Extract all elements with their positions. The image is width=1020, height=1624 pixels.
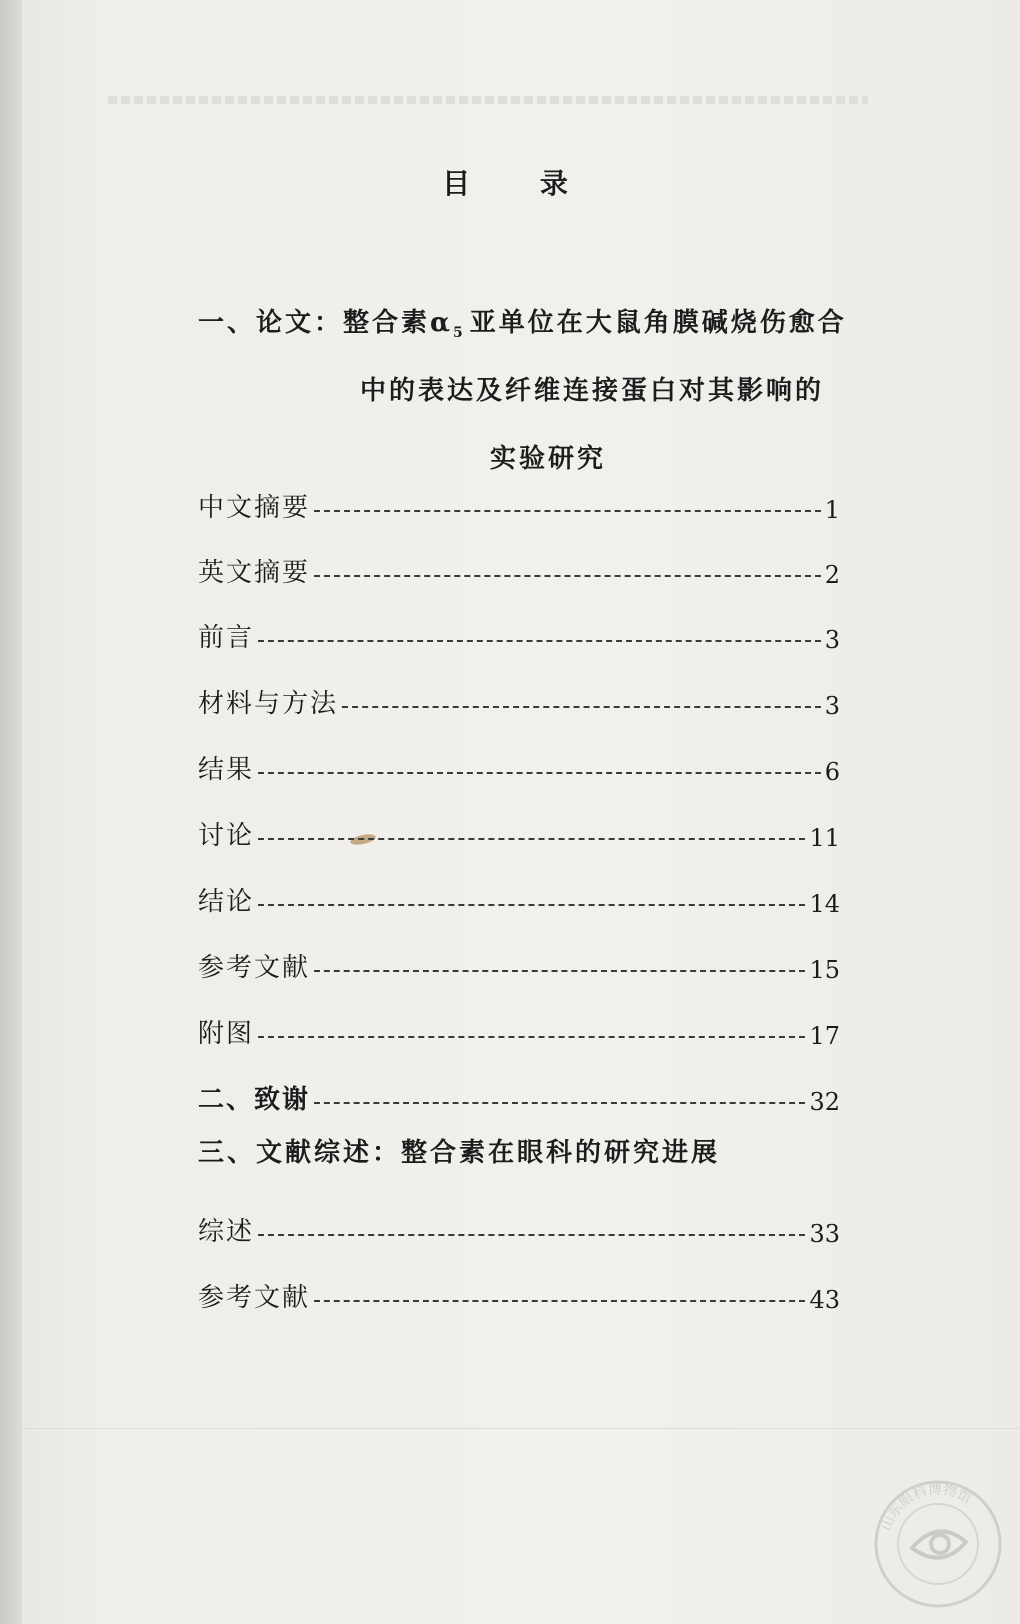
document-page xyxy=(22,0,1020,1624)
toc-entry[interactable] xyxy=(198,1278,840,1314)
part1-heading-line2: 中的表达及纤维连接蛋白对其影响的 xyxy=(360,376,825,406)
toc-entry-label: 附图 xyxy=(198,1019,255,1049)
toc-title: 目 录 xyxy=(442,167,598,200)
toc-entry[interactable] xyxy=(198,1014,840,1050)
dotted-leader xyxy=(314,510,821,512)
toc-entry-page: 11 xyxy=(809,824,840,852)
dotted-leader xyxy=(314,1102,805,1104)
dotted-leader xyxy=(258,1036,805,1038)
toc-entry-page: 17 xyxy=(809,1022,840,1050)
part1-heading-line3: 实验研究 xyxy=(490,444,607,474)
toc-entry-label: 参考文献 xyxy=(198,953,311,983)
page-gutter-shadow xyxy=(0,0,22,1624)
part1-suffix: 亚单位在大鼠角膜碱烧伤愈合 xyxy=(469,308,847,338)
toc-entry-page: 3 xyxy=(824,692,840,720)
toc-entry-page: 3 xyxy=(824,626,840,654)
dotted-leader xyxy=(258,640,821,642)
museum-seal-watermark xyxy=(872,1478,1004,1610)
alpha-subscript: 5 xyxy=(453,325,466,341)
dotted-leader xyxy=(258,1234,805,1236)
toc-entry-label: 参考文献 xyxy=(198,1283,311,1313)
part3-heading: 三、文献综述：整合素在眼科的研究进展 xyxy=(198,1138,721,1168)
toc-entry-label: 二、致谢 xyxy=(198,1085,311,1115)
toc-entry-page: 43 xyxy=(809,1286,840,1314)
dotted-leader xyxy=(314,1300,805,1302)
toc-entry-page: 1 xyxy=(824,496,840,524)
toc-entry-label: 前言 xyxy=(198,623,255,653)
toc-entry[interactable] xyxy=(198,816,840,852)
toc-entry-label: 讨论 xyxy=(198,821,255,851)
dotted-leader xyxy=(258,838,805,840)
toc-entry[interactable] xyxy=(198,1212,840,1248)
toc-entry-page: 14 xyxy=(809,890,840,918)
toc-entry-page: 32 xyxy=(809,1088,840,1116)
toc-entry-label: 综述 xyxy=(198,1217,255,1247)
toc-entry[interactable] xyxy=(198,948,840,984)
page-fold-line xyxy=(22,1428,1020,1429)
toc-entry-label: 结果 xyxy=(198,755,255,785)
toc-entry-label: 材料与方法 xyxy=(198,689,339,719)
toc-entry-page: 2 xyxy=(824,561,840,589)
seal-chinese-text: 山东眼科博物馆 xyxy=(878,1481,975,1533)
toc-entry-label: 英文摘要 xyxy=(198,558,311,588)
dotted-leader xyxy=(314,970,805,972)
toc-entry[interactable] xyxy=(198,488,840,524)
dotted-leader xyxy=(314,575,821,577)
toc-entry-page: 6 xyxy=(824,758,840,786)
alpha-symbol: α xyxy=(430,308,454,338)
bleed-through-text xyxy=(108,96,868,104)
toc-entry-label: 结论 xyxy=(198,887,255,917)
toc-entry[interactable] xyxy=(198,750,840,786)
dotted-leader xyxy=(258,772,821,774)
part1-heading-line1 xyxy=(198,302,847,341)
toc-entry-page: 33 xyxy=(809,1220,840,1248)
toc-entry-label: 中文摘要 xyxy=(198,493,311,523)
toc-part2-acknowledgements[interactable] xyxy=(198,1080,840,1116)
toc-entry[interactable] xyxy=(198,553,840,589)
dotted-leader xyxy=(258,904,805,906)
toc-entry[interactable] xyxy=(198,684,840,720)
dotted-leader xyxy=(342,706,821,708)
toc-entry[interactable] xyxy=(198,618,840,654)
toc-entry-page: 15 xyxy=(809,956,840,984)
toc-entry[interactable] xyxy=(198,882,840,918)
part1-prefix: 一、论文：整合素 xyxy=(198,308,431,338)
